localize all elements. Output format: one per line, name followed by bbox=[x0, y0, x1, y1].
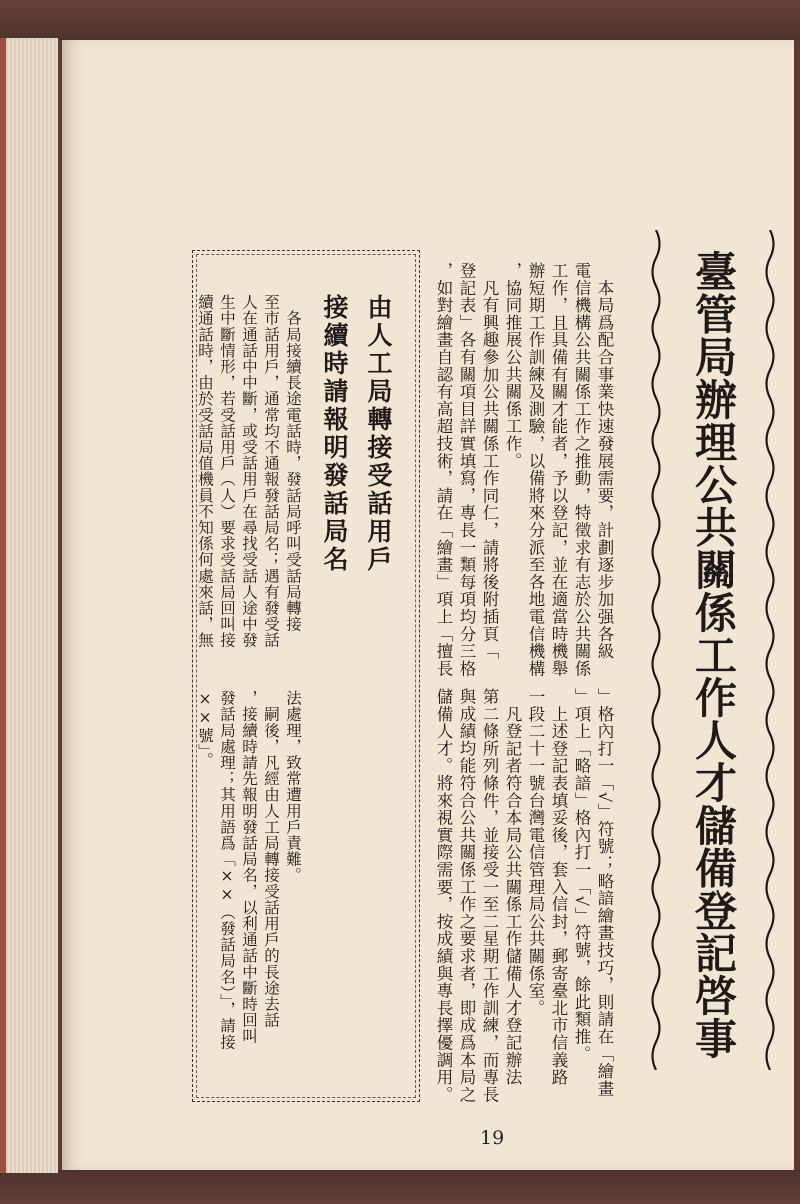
red-page-edge bbox=[0, 38, 6, 1173]
wavy-border-left bbox=[648, 230, 664, 1070]
text-line: 至市話用戶，通常均不通報發話局名；遇有發受話 bbox=[262, 294, 280, 649]
box-title bbox=[312, 294, 400, 814]
text-line: 電信機構公共關係工作之推動，特徵求有志於公共關係 bbox=[572, 262, 591, 678]
text-line: 一段二十一號台灣電信管理局公共關係室。 bbox=[526, 688, 545, 1017]
page-stack-edge bbox=[0, 38, 58, 1173]
text-line: 第二條所列條件，並接受一至二星期工作訓練，而專長 bbox=[480, 688, 499, 1104]
text-line: 工作，且具備有關才能者，予以登記，並在適當時機舉 bbox=[549, 262, 568, 678]
text-line: 儲備人才。將來視實際需要，按成績與專長擇優調用。 bbox=[434, 688, 453, 1104]
text-line: ，接續時請先報明發話局名，以利通話中斷時回叫 bbox=[240, 690, 258, 1045]
box-title-line: 接續時請報明發話局名 bbox=[320, 294, 349, 574]
text-line: 法處理，致常遭用戶責難。 bbox=[284, 690, 302, 884]
notice-body-upper bbox=[432, 262, 616, 678]
text-line: 上述登記表填妥後，套入信封，郵寄臺北市信義路 bbox=[549, 688, 568, 1086]
text-line: ××號」。 bbox=[196, 690, 214, 768]
book-cover-bottom bbox=[0, 1170, 800, 1204]
text-line: 人在通話中中斷，或受話用戶在尋找受話人途中發 bbox=[240, 294, 258, 649]
text-line: 登記表」各有關項目詳實填寫，專長一類每項均分三格 bbox=[457, 262, 476, 678]
box-title-line: 由人工局轉接受話用戶 bbox=[364, 294, 393, 574]
text-line: 發話局處理；其用語爲「××（發話局名）」，請接 bbox=[218, 690, 236, 1050]
text-line: 續通話時，由於受話局值機員不知係何處來話，無 bbox=[196, 294, 214, 649]
box-body-lower bbox=[194, 690, 304, 1090]
text-line: 嗣後，凡經由人工局轉接受話用戶的長途去話 bbox=[262, 690, 280, 1029]
text-line: 與成績均能符合公共關係工作之要求者，即成爲本局之 bbox=[457, 688, 476, 1104]
book-cover-top bbox=[0, 0, 800, 40]
notice-body-lower bbox=[432, 688, 616, 1104]
text-line: 生中斷情形，若受話用戶（人）要求受話局回叫接 bbox=[218, 294, 236, 649]
text-line: 凡有興趣參加公共關係工作同仁，請將後附插頁「 bbox=[480, 262, 499, 660]
text-line: 本局爲配合事業快速發展需要，計劃逐步加强各級 bbox=[595, 262, 614, 660]
text-line: 」格內打一「√」符號；略諳繪畫技巧，則請在「繪畫 bbox=[595, 688, 614, 1098]
text-line: 辦短期工作訓練及測驗，以備將來分派至各地電信機構 bbox=[526, 262, 545, 678]
book-page bbox=[62, 40, 794, 1170]
notice-title: 臺管局辦理公共關係工作人才儲備登記啓事 bbox=[689, 250, 738, 1060]
page-number: 19 bbox=[480, 1127, 505, 1149]
box-body-upper bbox=[194, 294, 304, 664]
text-line: 」項上「略諳」格內打一「√」符號，餘此類推。 bbox=[572, 688, 591, 1063]
text-line: 凡登記者符合本局公共關係工作儲備人才登記辦法 bbox=[503, 688, 522, 1086]
text-line: ，協同推展公共關係工作。 bbox=[503, 262, 522, 470]
text-line: ，如對繪畫自認有高超技術，請在「繪畫」項上「擅長 bbox=[434, 262, 453, 678]
wavy-border-right bbox=[762, 230, 778, 1070]
text-line: 各局接續長途電話時，發話局呼叫受話局轉接 bbox=[284, 294, 302, 633]
